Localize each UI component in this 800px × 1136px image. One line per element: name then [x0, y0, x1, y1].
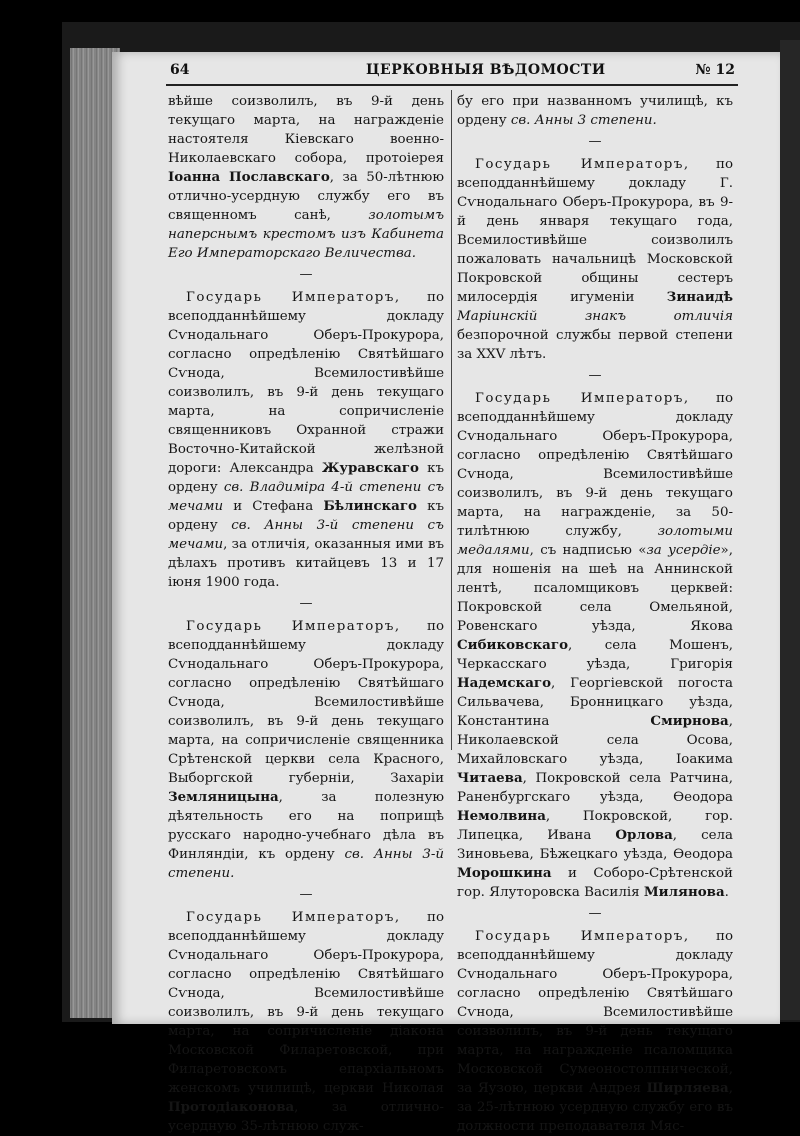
separator: — [588, 906, 602, 921]
page-number: 64 [170, 62, 190, 78]
header-rule [166, 84, 738, 86]
paragraph: бу его при названномъ училищѣ, къ ордену св. Анны 3 степени. [457, 94, 733, 128]
separator: — [588, 368, 602, 383]
paragraph: Государь Императоръ, по всеподданнѣйшему докладу Сѵнодальнаго Оберъ-Прокурора, согласно опредѣленію Святѣйшаго Сѵнода, Всемилостивѣйше соизволилъ, въ 9-й день текущаго марта, на награжденіе, за 50-тилѣтнюю службу, золотыми медалями, съ надписью «за усердіе», для ношенія на шеѣ на Аннинской лентѣ, псаломщиковъ церквей: Покровской села Омельяной, Ровенскаго уѣзда, Якова Сибиковскаго, села Мошенъ, Черкасскаго уѣзда, Григорія Надемскаго, Георгіевской погоста Сильвачева, Бронницкаго уѣзда, Константина Смирнова, Николаевской села Осова, Михайловскаго уѣзда, Іоакима Читаева, Покровской села Ратчина, Раненбургскаго уѣзда, Ѳеодора Немолвина, Покровской, гор. Липецка, Ивана Орлова, села Зиновьева, Бѣжецкаго уѣзда, Ѳеодора Морошкина и Соборо-Срѣтенской гор. Ялуторовска Василія Милянова. [457, 391, 733, 900]
paragraph: Государь Императоръ, по всеподданнѣйшему докладу Сѵнодальнаго Оберъ-Прокурора, согласно опредѣленію Святѣйшаго Сѵнода, Всемилостивѣйше соизволилъ, въ 9-й день текущаго марта, на сопричисленіе священника Срѣтенской церкви села Красного, Выборгской губерніи, Захаріи Земляницына, за полезную дѣятельность его на поприщѣ русскаго народно-учебнаго дѣла въ Финляндіи, къ ордену св. Анны 3-й степени. [168, 619, 444, 881]
separator: — [299, 267, 313, 282]
paragraph: Государь Императоръ, по всеподданнѣйшему докладу Сѵнодальнаго Оберъ-Прокурора, согласно опредѣленію Святѣйшаго Сѵнода, Всемилостивѣйше соизволилъ, въ 9-й день текущаго марта, на награжденіе псаломщика Московской Сумеоностолпнической, за Яузою, церкви Андрея Ширляева, за 25-лѣтнюю усердную службу его въ должности преподавателя Мяс- [457, 929, 733, 1134]
paragraph: Государь Императоръ, по всеподданнѣйшему докладу Сѵнодальнаго Оберъ-Прокурора, согласно опредѣленію Святѣйшаго Сѵнода, Всемилостивѣйше соизволилъ, въ 9-й день текущаго марта, на сопричисленіе священниковъ Охранной стражи Восточно-Китайской желѣзной дороги: Александра Журавскаго къ ордену св. Владиміра 4-й степени съ мечами и Стефана Бѣлинскаго къ ордену св. Анны 3-й степени съ мечами, за отличія, оказанныя ими въ дѣлахъ противъ китайцевъ 13 и 17 іюня 1900 года. [168, 290, 444, 590]
paragraph: Государь Императоръ, по всеподданнѣйшему докладу Г. Сѵнодальнаго Оберъ-Прокурора, въ 9-й день января текущаго года, Всемилостивѣйше соизволилъ пожаловать начальницѣ Московской Покровской общины сестеръ милосердія игуменіи Зинаидѣ Маріинскій знакъ отличія безпорочной службы первой степени за XXV лѣтъ. [457, 157, 733, 362]
separator: — [299, 887, 313, 902]
page-shadow [780, 40, 800, 1020]
issue-number: № 12 [695, 62, 735, 78]
right-column [457, 92, 733, 1136]
separator: — [299, 596, 313, 611]
paragraph: Государь Императоръ, по всеподданнѣйшему докладу Сѵнодальнаго Оберъ-Прокурора, согласно опредѣленію Святѣйшаго Сѵнода, Всемилостивѣйше соизволилъ, въ 9-й день текущаго марта, на сопричисленіе діакона Московской Филаретовской, при Филаретовскомъ епархіальномъ женскомъ училищѣ, церкви Николая Протодіаконова, за отлично-усердную 35-лѣтнюю служ- [168, 910, 444, 1134]
column-divider [451, 90, 452, 750]
running-header [170, 60, 735, 82]
left-column [168, 92, 444, 1136]
separator: — [588, 134, 602, 149]
journal-title: ЦЕРКОВНЫЯ ВѢДОМОСТИ [366, 62, 606, 78]
paragraph: вѣйше соизволилъ, въ 9-й день текущаго марта, на награжденіе настоятеля Кіевскаго военно-Николаевскаго собора, протоіерея Іоанна Пославскаго, за 50-лѣтнюю отлично-усердную службу его въ священномъ санѣ, золотымъ наперснымъ крестомъ изъ Кабинета Его Императорскаго Величества. [168, 94, 444, 261]
